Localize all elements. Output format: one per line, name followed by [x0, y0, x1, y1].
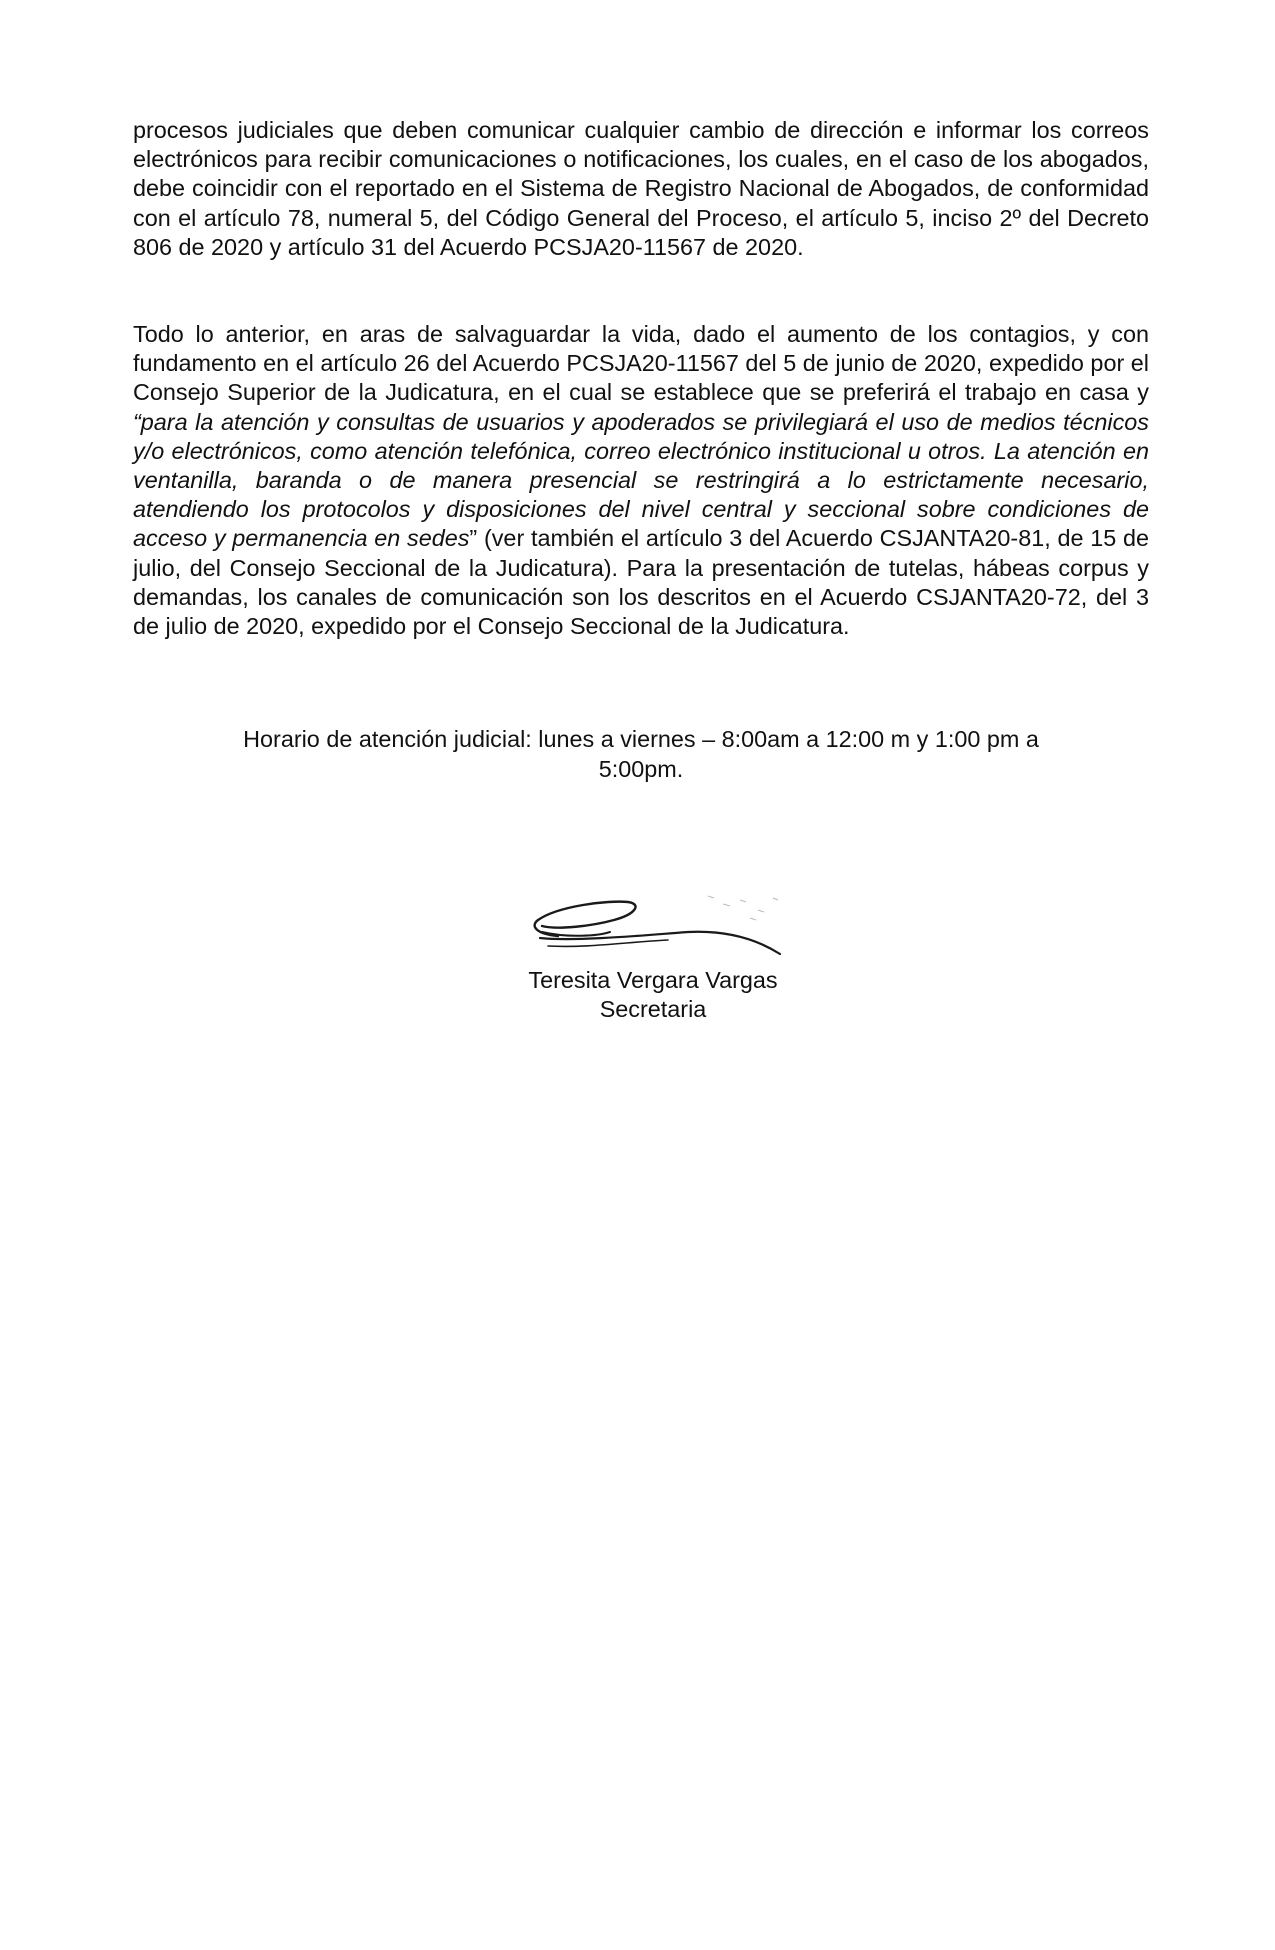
office-hours-line-2: 5:00pm.: [598, 756, 684, 782]
signer-name: Teresita Vergara Vargas: [528, 967, 778, 993]
office-hours: [133, 724, 1149, 784]
paragraph-remote-service: [133, 320, 1149, 641]
paragraph-remote-service-rest: ” (ver también el artículo 3 del Acuerdo CSJANTA20-81, de 15 de julio, del Consejo Seccional de la Judicatura). Para la presentación de tutelas, hábeas corpus y demandas, los canales de comunicación son los descritos en el Acuerdo CSJANTA20-72, del 3 de julio de 2020, expedido por el Consejo Seccional de la Judicatura.: [133, 525, 1149, 640]
signer-title: Secretaria: [599, 996, 707, 1022]
signature-block: [453, 966, 853, 1024]
paragraph-notification-requirements: procesos judiciales que deben comunicar cualquier cambio de dirección e informar los correos electrónicos para recibir comunicaciones o notificaciones, los cuales, en el caso de los abogados, debe coincidir con el reportado en el Sistema de Registro Nacional de Abogados, de conformidad con el artículo 78, numeral 5, del Código General del Proceso, el artículo 5, inciso 2º del Decreto 806 de 2020 y artículo 31 del Acuerdo PCSJA20-11567 de 2020.: [133, 117, 1149, 260]
handwritten-signature: [518, 876, 798, 966]
office-hours-line-1: Horario de atención judicial: lunes a viernes – 8:00am a 12:00 m y 1:00 pm a: [243, 726, 1039, 752]
paragraph-remote-service-intro: Todo lo anterior, en aras de salvaguardar la vida, dado el aumento de los contagios, y con fundamento en el artículo 26 del Acuerdo PCSJA20-11567 del 5 de junio de 2020, expedido por el Consejo Superior de la Judicatura, en el cual se establece que se preferirá el trabajo en casa y: [133, 321, 1149, 406]
paragraph-remote-service-quote: “para la atención y consultas de usuarios y apoderados se privilegiará el uso de medios técnicos y/o electrónicos, como atención telefónica, correo electrónico institucional u otros. La atención en ventanilla, baranda o de manera presencial se restringirá a lo estrictamente necesario, atendiendo los protocolos y disposiciones del nivel central y seccional sobre condiciones de acceso y permanencia en sedes: [133, 408, 1149, 552]
